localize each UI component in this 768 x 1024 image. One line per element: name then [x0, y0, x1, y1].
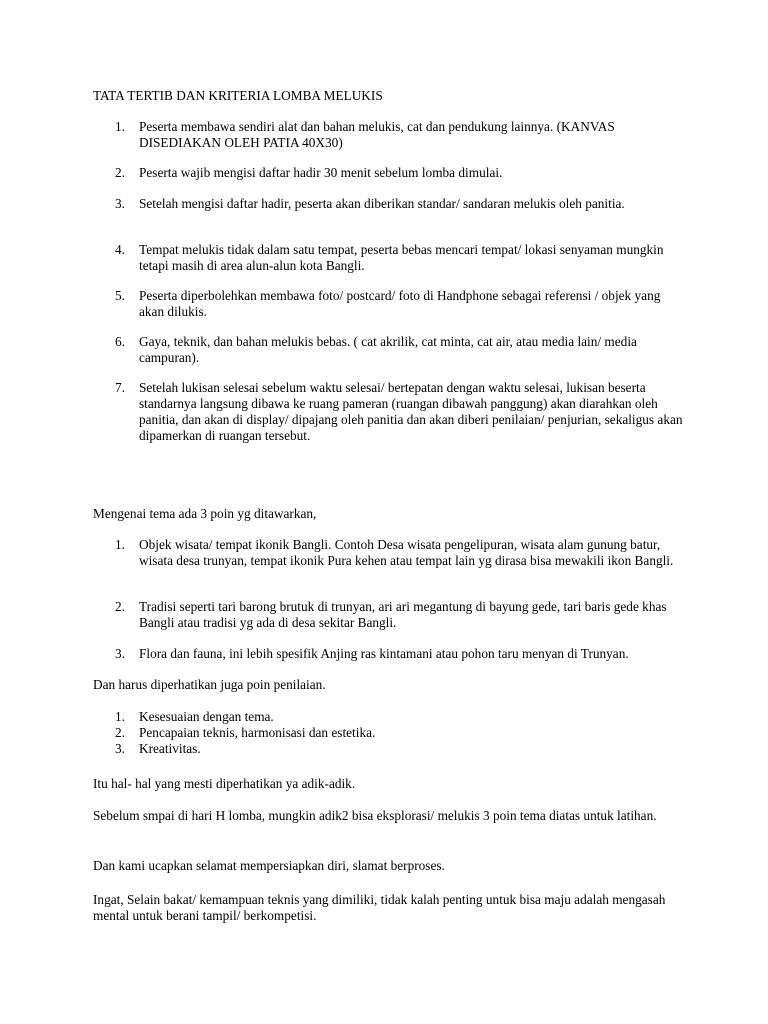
theme-intro: Mengenai tema ada 3 poin yg ditawarkan, — [93, 506, 317, 521]
criteria-text: Kesesuaian dengan tema. — [139, 709, 274, 724]
rule-number: 1. — [115, 119, 125, 134]
theme-text: Tradisi seperti tari barong brutuk di trunyan, ari ari megantung di bayung gede, tari baris gede khas Bangli atau tradisi yg ada di desa sekitar Bangli. — [139, 599, 667, 630]
criteria-text: Kreativitas. — [139, 741, 201, 756]
rule-number: 3. — [115, 196, 125, 211]
criteria-number: 3. — [115, 741, 125, 756]
rule-text: Tempat melukis tidak dalam satu tempat, peserta bebas mencari tempat/ lokasi senyaman mungkin tetapi masih di area alun-alun kota Bangli. — [139, 242, 664, 273]
rule-number: 2. — [115, 165, 125, 180]
theme-number: 3. — [115, 646, 125, 661]
criteria-intro: Dan harus diperhatikan juga poin penilaian. — [93, 677, 326, 692]
closing-paragraph: Ingat, Selain bakat/ kemampuan teknis yang dimiliki, tidak kalah penting untuk bisa maju adalah mengasah mental untuk berani tampil/ berkompetisi. — [93, 892, 666, 923]
rule-number: 5. — [115, 288, 125, 303]
closing-paragraph: Sebelum smpai di hari H lomba, mungkin adik2 bisa eksplorasi/ melukis 3 poin tema diatas untuk latihan. — [93, 808, 657, 823]
theme-text: Flora dan fauna, ini lebih spesifik Anjing ras kintamani atau pohon taru menyan di Trunyan. — [139, 646, 629, 661]
closing-paragraph: Itu hal- hal yang mesti diperhatikan ya adik-adik. — [93, 776, 356, 791]
rule-text: Peserta diperbolehkan membawa foto/ postcard/ foto di Handphone sebagai referensi / objek yang akan dilukis. — [139, 288, 661, 319]
theme-text: Objek wisata/ tempat ikonik Bangli. Contoh Desa wisata pengelipuran, wisata alam gunung batur, wisata desa trunyan, tempat ikonik Pura kehen atau tempat lain yg dirasa bisa mewakili ikon Bangli. — [139, 537, 674, 568]
rule-text: Gaya, teknik, dan bahan melukis bebas. ( cat akrilik, cat minta, cat air, atau media lain/ media campuran). — [139, 334, 637, 365]
rule-number: 7. — [115, 380, 125, 395]
rule-number: 6. — [115, 334, 125, 349]
closing-paragraph: Dan kami ucapkan selamat mempersiapkan diri, slamat berproses. — [93, 858, 445, 873]
criteria-text: Pencapaian teknis, harmonisasi dan estetika. — [139, 725, 376, 740]
rule-text: Peserta membawa sendiri alat dan bahan melukis, cat dan pendukung lainnya. (KANVAS DISEDIAKAN OLEH PATIA 40X30) — [139, 119, 615, 150]
document-title: TATA TERTIB DAN KRITERIA LOMBA MELUKIS — [93, 88, 383, 103]
criteria-number: 1. — [115, 709, 125, 724]
rule-text: Peserta wajib mengisi daftar hadir 30 menit sebelum lomba dimulai. — [139, 165, 503, 180]
theme-number: 1. — [115, 537, 125, 552]
rule-text: Setelah lukisan selesai sebelum waktu selesai/ bertepatan dengan waktu selesai, lukisan beserta standarnya langsung dibawa ke ruang pameran (ruangan dibawah panggung) akan diarahkan oleh panitia, dan akan di display/ dipajang oleh panitia dan akan diberi penilaian/ penjurian, sekaligus akan dipamerkan di ruangan tersebut. — [139, 380, 683, 443]
theme-number: 2. — [115, 599, 125, 614]
rule-text: Setelah mengisi daftar hadir, peserta akan diberikan standar/ sandaran melukis oleh panitia. — [139, 196, 625, 211]
rule-number: 4. — [115, 242, 125, 257]
criteria-number: 2. — [115, 725, 125, 740]
